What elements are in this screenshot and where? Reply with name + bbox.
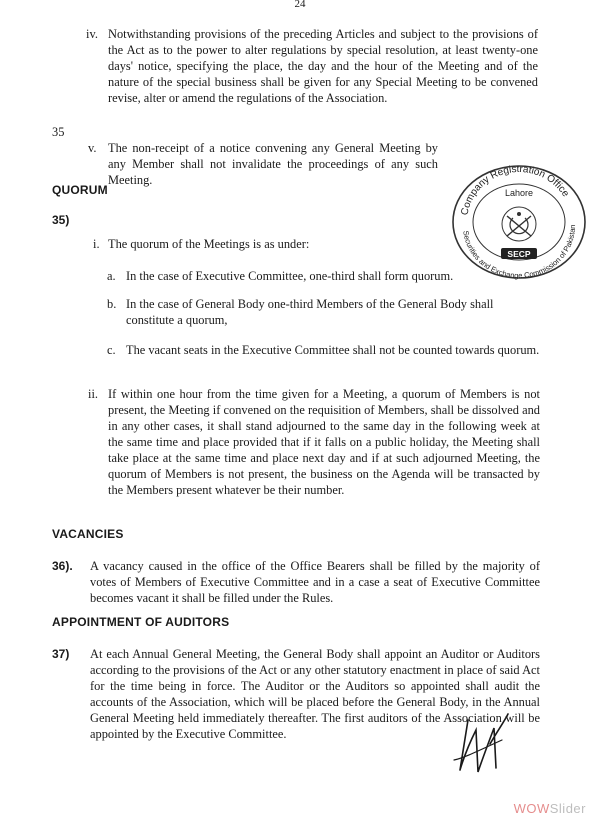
stamp-city: Lahore: [504, 188, 534, 198]
emblem-icon: [502, 207, 536, 241]
quorum-marker-i: i.: [93, 237, 100, 251]
quorum-marker-b: b.: [107, 297, 117, 311]
page-number: 24: [294, 0, 306, 10]
watermark: [514, 801, 586, 817]
signature: [450, 700, 520, 790]
stamp-badge: SECP: [507, 249, 531, 259]
item-marker-iv: iv.: [86, 27, 98, 41]
quorum-marker-a: a.: [107, 269, 116, 283]
quorum-text-c: The vacant seats in the Executive Committee shall not be counted towards quorum.: [126, 343, 540, 357]
quorum-text-ii: If within one hour from the time given for a Meeting, a quorum of Members is not present, the Meeting if convened on the requisition of Members, shall be dissolved and in any other cases, it shall stand adjourned to the same day in the following week at the same time and place provided that if it falls on a public holiday, the Meeting shall take place at the same time and place next day and if at such adjourned Meeting, the quorum of Members is not present, the business on the Agenda will be transacted by the Members present whatever be their number.: [108, 387, 540, 497]
stamp-top-text: Company Registration Office: [459, 163, 571, 217]
article-number-36: 36).: [52, 559, 73, 573]
quorum-marker-c: c.: [107, 343, 116, 357]
section-heading-quorum: QUORUM: [52, 183, 108, 197]
vacancies-text: A vacancy caused in the office of the Office Bearers shall be filled by the majority of votes of Members of Executive Committee and in a case a seat of Executive Committee becomes vacant it shall be filled under the Rules.: [90, 559, 540, 605]
article-number-37: 37): [52, 647, 70, 661]
auditors-text: At each Annual General Meeting, the General Body shall appoint an Auditor or Auditors according to the provisions of the Act or any other statutory enactment in place of said Act for the time being in force. The Auditor or the Auditors so appointed shall audit the accounts of the Association, which will be placed before the General Body, in the Annual General Meeting held immediately thereafter. The first auditors of the Association will be appointed by the Executive Committee.: [90, 647, 540, 741]
stamp-bottom-text: Securities and Exchange Commission of Pakistan: [461, 224, 578, 280]
margin-number: 35: [52, 125, 65, 139]
item-text-iv: Notwithstanding provisions of the preceding Articles and subject to the provisions of the Act as to the power to alter regulations by special resolution, at least twenty-one days' notice, specifying the place, the day and the hour of the Meeting and of the nature of the special business shall be given for any Special Meeting to be convened revise, alter or amend the regulations of the Association.: [108, 27, 538, 105]
section-heading-auditors: APPOINTMENT OF AUDITORS: [52, 615, 230, 629]
item-marker-v: v.: [88, 141, 97, 155]
quorum-marker-ii: ii.: [88, 387, 98, 401]
quorum-text-b: In the case of General Body one-third Members of the General Body shall constitute a quorum,: [126, 297, 494, 327]
quorum-text-a: In the case of Executive Committee, one-third shall form quorum.: [126, 269, 454, 283]
item-text-v: The non-receipt of a notice convening any General Meeting by any Member shall not invalidate the proceedings of any such Meeting.: [108, 141, 438, 187]
section-heading-vacancies: VACANCIES: [52, 527, 124, 541]
registration-stamp: [445, 160, 593, 280]
watermark-part2: Slider: [549, 801, 586, 816]
article-number-35: 35): [52, 213, 70, 227]
watermark-part1: WOW: [513, 801, 550, 816]
quorum-text-i: The quorum of the Meetings is as under:: [108, 237, 310, 251]
